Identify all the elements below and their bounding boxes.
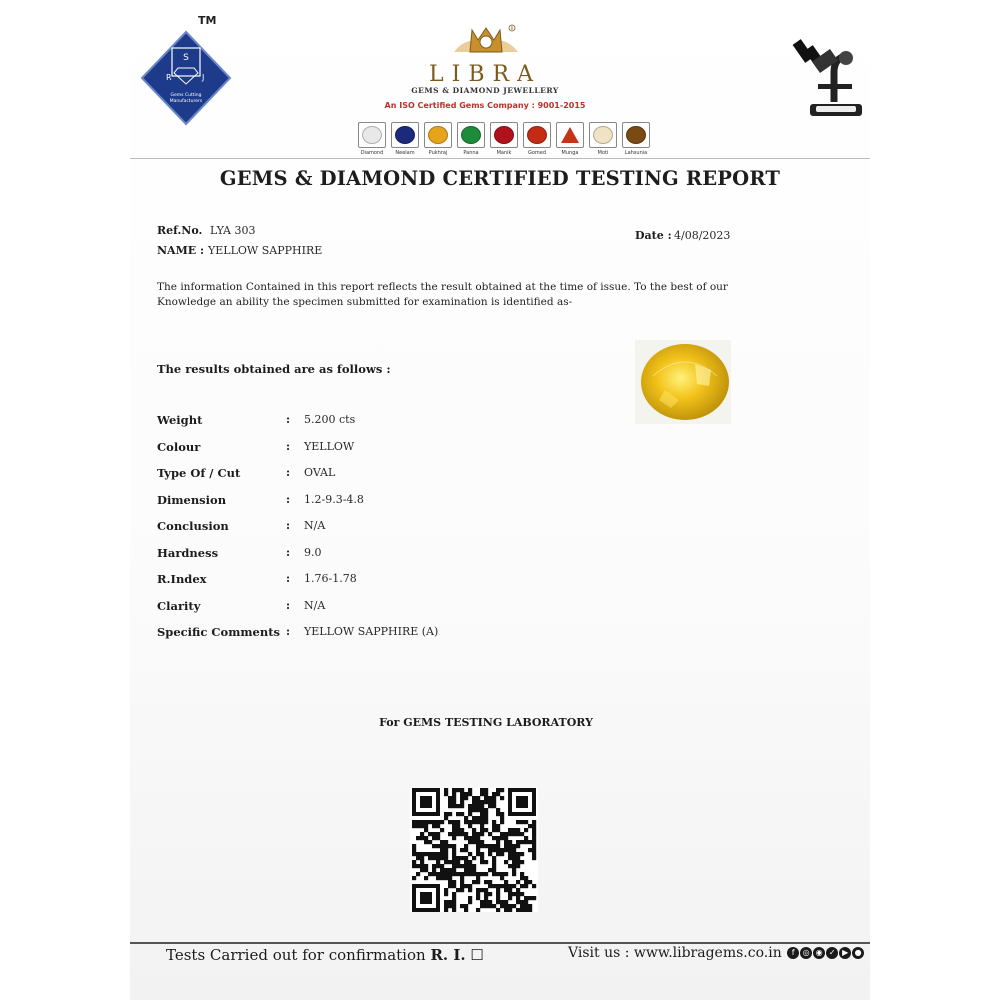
twitter-icon[interactable]: ✓ — [826, 947, 838, 959]
result-label: Clarity — [157, 599, 201, 613]
result-value: 1.76-1.78 — [304, 572, 357, 585]
gem-label: Manik — [496, 150, 512, 156]
svg-text:R: R — [166, 73, 172, 82]
svg-text:S: S — [183, 53, 189, 63]
date-value: 4/08/2023 — [674, 229, 731, 242]
name-label: NAME : — [157, 244, 205, 257]
facebook-icon[interactable]: f — [787, 947, 799, 959]
iso-certification-line: An ISO Certified Gems Company : 9001-2015 — [384, 101, 586, 110]
gem-stone-icon — [428, 126, 448, 144]
microscope-icon — [790, 32, 868, 124]
gem-label: Munga — [561, 150, 579, 156]
gem-chip — [457, 122, 485, 148]
result-label: Conclusion — [157, 519, 229, 533]
gem-swatch-neelam — [391, 122, 419, 156]
gem-stone-icon — [561, 127, 579, 143]
result-value: OVAL — [304, 466, 336, 479]
result-colon: : — [286, 440, 291, 453]
gem-stone-icon — [593, 126, 613, 144]
results-heading: The results obtained are as follows : — [157, 362, 391, 376]
youtube-icon[interactable]: ▶ — [839, 947, 851, 959]
gem-chip — [622, 122, 650, 148]
gem-stone-icon — [395, 126, 415, 144]
result-label: R.Index — [157, 572, 207, 586]
intro-paragraph — [157, 280, 817, 310]
brand-subtitle: GEMS & DIAMOND JEWELLERY — [411, 86, 559, 95]
website-text: Visit us : www.libragems.co.in — [568, 945, 782, 961]
result-colon: : — [286, 546, 291, 559]
report-title: GEMS & DIAMOND CERTIFIED TESTING REPORT — [219, 167, 781, 190]
intro-line-1: The information Contained in this report reflects the result obtained at the time of issue. To the best of our — [157, 281, 728, 293]
header-divider — [130, 158, 870, 159]
gem-label: Gomed — [527, 150, 547, 156]
instagram-icon[interactable]: ◉ — [813, 947, 825, 959]
result-colon: : — [286, 493, 291, 506]
gem-swatch-gomed — [523, 122, 551, 156]
gem-label: Diamond — [360, 150, 384, 156]
result-label: Type Of / Cut — [157, 466, 241, 480]
result-value: YELLOW SAPPHIRE (A) — [304, 625, 439, 638]
svg-text:Gems Cutting: Gems Cutting — [170, 93, 202, 98]
gem-chip — [556, 122, 584, 148]
gem-chip — [523, 122, 551, 148]
result-colon: : — [286, 599, 291, 612]
ref-label: Ref.No. — [157, 224, 203, 237]
gem-swatch-manik — [490, 122, 518, 156]
gem-swatch-diamond — [358, 122, 386, 156]
footer-website — [568, 945, 864, 961]
name-value: YELLOW SAPPHIRE — [208, 244, 323, 257]
gem-chip — [358, 122, 386, 148]
result-label: Colour — [157, 440, 201, 454]
qr-code — [410, 788, 538, 912]
gem-swatch-pukhraj — [424, 122, 452, 156]
gem-chip — [589, 122, 617, 148]
gem-chip — [391, 122, 419, 148]
gem-chip — [424, 122, 452, 148]
result-value: N/A — [304, 519, 326, 532]
gem-chip — [490, 122, 518, 148]
result-label: Weight — [157, 413, 203, 427]
srj-logo — [138, 22, 234, 128]
ref-value: LYA 303 — [210, 224, 256, 237]
certificate-sheet — [130, 0, 870, 1000]
gem-swatch-panna — [457, 122, 485, 156]
result-colon: : — [286, 466, 291, 479]
gem-swatch-moti — [589, 122, 617, 156]
yellow-sapphire-photo — [635, 340, 731, 424]
brand-name: LIBRA — [429, 62, 541, 87]
result-value: N/A — [304, 599, 326, 612]
gem-strip — [358, 122, 658, 160]
gem-label: Panna — [463, 150, 479, 156]
pinterest-icon[interactable]: ● — [852, 947, 864, 959]
result-label: Specific Comments — [157, 625, 281, 639]
gem-label: Neelam — [395, 150, 415, 156]
gem-label: Lahsunia — [624, 150, 648, 156]
footer-divider — [130, 942, 870, 944]
libra-crown-logo — [450, 22, 522, 64]
result-colon: : — [286, 413, 291, 426]
result-value: 1.2-9.3-4.8 — [304, 493, 364, 506]
checkbox-icon: ☐ — [470, 946, 484, 964]
footer-confirmation — [166, 946, 484, 964]
gem-stone-icon — [362, 126, 382, 144]
whatsapp-icon[interactable]: ◎ — [800, 947, 812, 959]
gem-swatch-lahsunia — [622, 122, 650, 156]
svg-text:R: R — [510, 26, 514, 31]
result-value: 5.200 cts — [304, 413, 356, 426]
result-value: YELLOW — [304, 440, 355, 453]
svg-text:J: J — [202, 73, 205, 82]
date-label: Date : — [635, 229, 672, 242]
gem-stone-icon — [626, 126, 646, 144]
svg-text:Manufacturers: Manufacturers — [169, 99, 203, 104]
gem-stone-icon — [494, 126, 514, 144]
trademark-mark: TM — [198, 14, 217, 27]
result-value: 9.0 — [304, 546, 322, 559]
result-colon: : — [286, 572, 291, 585]
gem-label: Pukhraj — [428, 150, 448, 156]
gem-stone-icon — [527, 126, 547, 144]
gem-label: Moti — [597, 150, 609, 156]
result-colon: : — [286, 519, 291, 532]
footer-ri-label: R. I. — [430, 946, 466, 964]
gem-stone-icon — [461, 126, 481, 144]
lab-signature-line: For GEMS TESTING LABORATORY — [379, 716, 593, 729]
intro-line-2: Knowledge an ability the specimen submitted for examination is identified as- — [157, 296, 573, 308]
gem-swatch-munga — [556, 122, 584, 156]
result-label: Hardness — [157, 546, 219, 560]
footer-confirmation-text: Tests Carried out for confirmation — [166, 946, 431, 964]
result-colon: : — [286, 625, 291, 638]
result-label: Dimension — [157, 493, 227, 507]
